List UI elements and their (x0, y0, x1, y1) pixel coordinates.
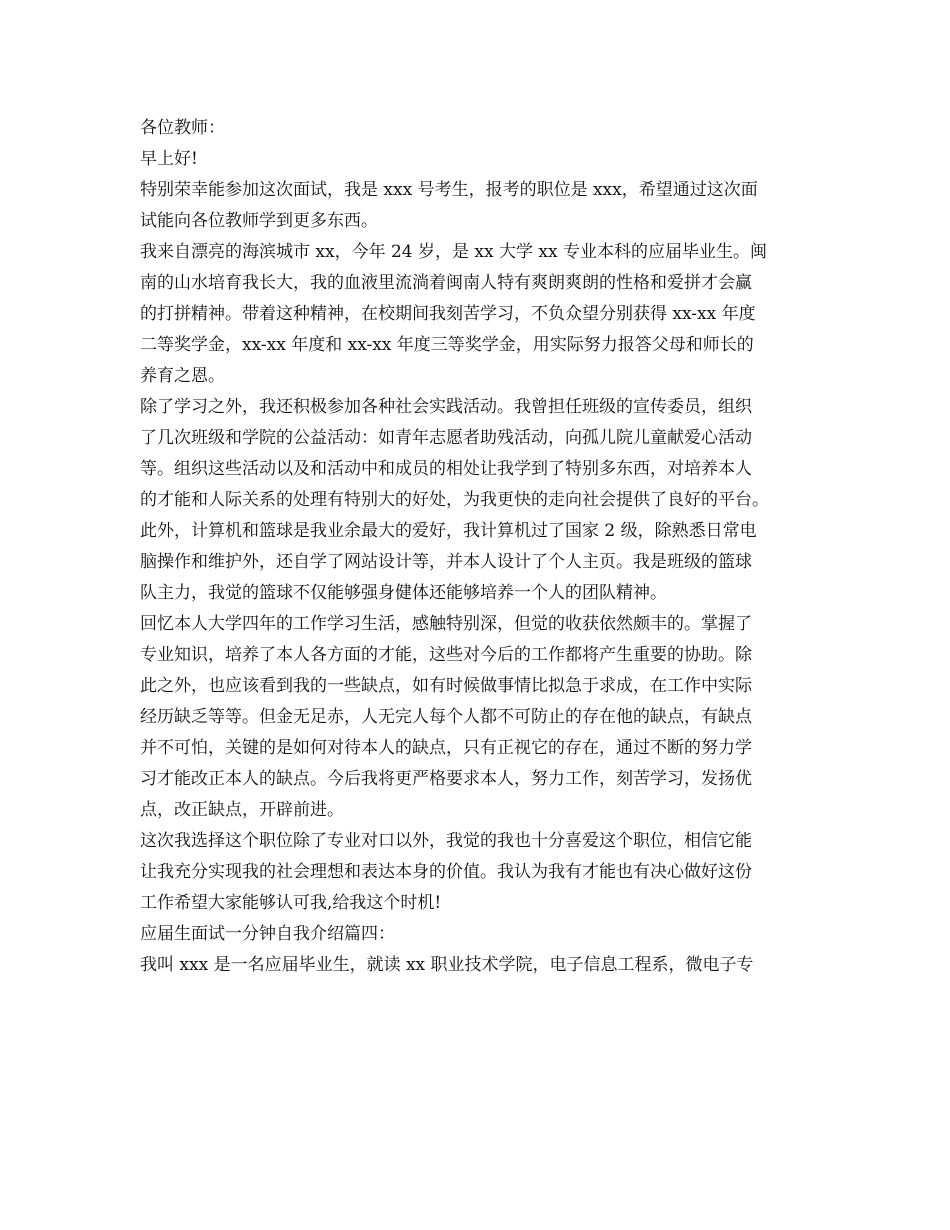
text-line: 南的山水培育我长大，我的血液里流淌着闽南人特有爽朗爽朗的性格和爱拼才会赢 (140, 273, 752, 293)
text-line: 此外，计算机和篮球是我业余最大的爱好，我计算机过了国家 2 级，除熟悉日常电 (140, 521, 757, 541)
text-line: 点，改正缺点，开辟前进。 (140, 800, 344, 820)
text-line: 养育之恩。 (140, 366, 225, 386)
document-body (140, 113, 820, 981)
text-line: 脑操作和维护外，还自学了网站设计等，并本人设计了个人主页。我是班级的篮球 (140, 552, 752, 572)
text-line: 这次我选择这个职位除了专业对口以外，我觉的我也十分喜爱这个职位，相信它能 (140, 831, 752, 851)
text-line: 各位教师： (140, 118, 225, 138)
text-line: 我叫 xxx 是一名应届毕业生，就读 xx 职业技术学院，电子信息工程系，微电子专 (140, 955, 754, 975)
text-line: 经历缺乏等等。但金无足赤，人无完人每个人都不可防止的存在他的缺点，有缺点 (140, 707, 752, 727)
text-line: 等。组织这些活动以及和活动中和成员的相处让我学到了特别多东西，对培养本人 (140, 459, 752, 479)
text-line: 早上好! (140, 149, 198, 169)
section-heading: 应届生面试一分钟自我介绍篇四： (140, 924, 395, 944)
text-line: 专业知识，培养了本人各方面的才能，这些对今后的工作都将产生重要的协助。除 (140, 645, 752, 665)
text-line: 的打拼精神。带着这种精神，在校期间我刻苦学习，不负众望分别获得 xx-xx 年度 (140, 304, 756, 324)
text-line: 的才能和人际关系的处理有特别大的好处，为我更快的走向社会提供了良好的平台。 (140, 490, 769, 510)
text-line: 此之外，也应该看到我的一些缺点，如有时候做事情比拟急于求成，在工作中实际 (140, 676, 752, 696)
text-line: 我来自漂亮的海滨城市 xx，今年 24 岁，是 xx 大学 xx 专业本科的应届毕业生。闽 (140, 242, 767, 262)
text-line: 并不可怕，关键的是如何对待本人的缺点，只有正视它的存在，通过不断的努力学 (140, 738, 752, 758)
text-line: 除了学习之外，我还积极参加各种社会实践活动。我曾担任班级的宣传委员，组织 (140, 397, 752, 417)
text-line: 了几次班级和学院的公益活动：如青年志愿者助残活动，向孤儿院儿童献爱心活动 (140, 428, 752, 448)
text-line: 队主力，我觉的篮球不仅能够强身健体还能够培养一个人的团队精神。 (140, 583, 667, 603)
text-line: 二等奖学金，xx-xx 年度和 xx-xx 年度三等奖学金，用实际努力报答父母和师长的 (140, 335, 754, 355)
text-line: 习才能改正本人的缺点。今后我将更严格要求本人，努力工作，刻苦学习，发扬优 (140, 769, 752, 789)
text-line: 特别荣幸能参加这次面试，我是 xxx 号考生，报考的职位是 xxx，希望通过这次面 (140, 180, 758, 200)
text-line: 让我充分实现我的社会理想和表达本身的价值。我认为我有才能也有决心做好这份 (140, 862, 752, 882)
text-line: 试能向各位教师学到更多东西。 (140, 211, 378, 231)
text-line: 工作希望大家能够认可我,给我这个时机! (140, 893, 442, 913)
text-line: 回忆本人大学四年的工作学习生活，感触特别深，但觉的收获依然颇丰的。掌握了 (140, 614, 752, 634)
